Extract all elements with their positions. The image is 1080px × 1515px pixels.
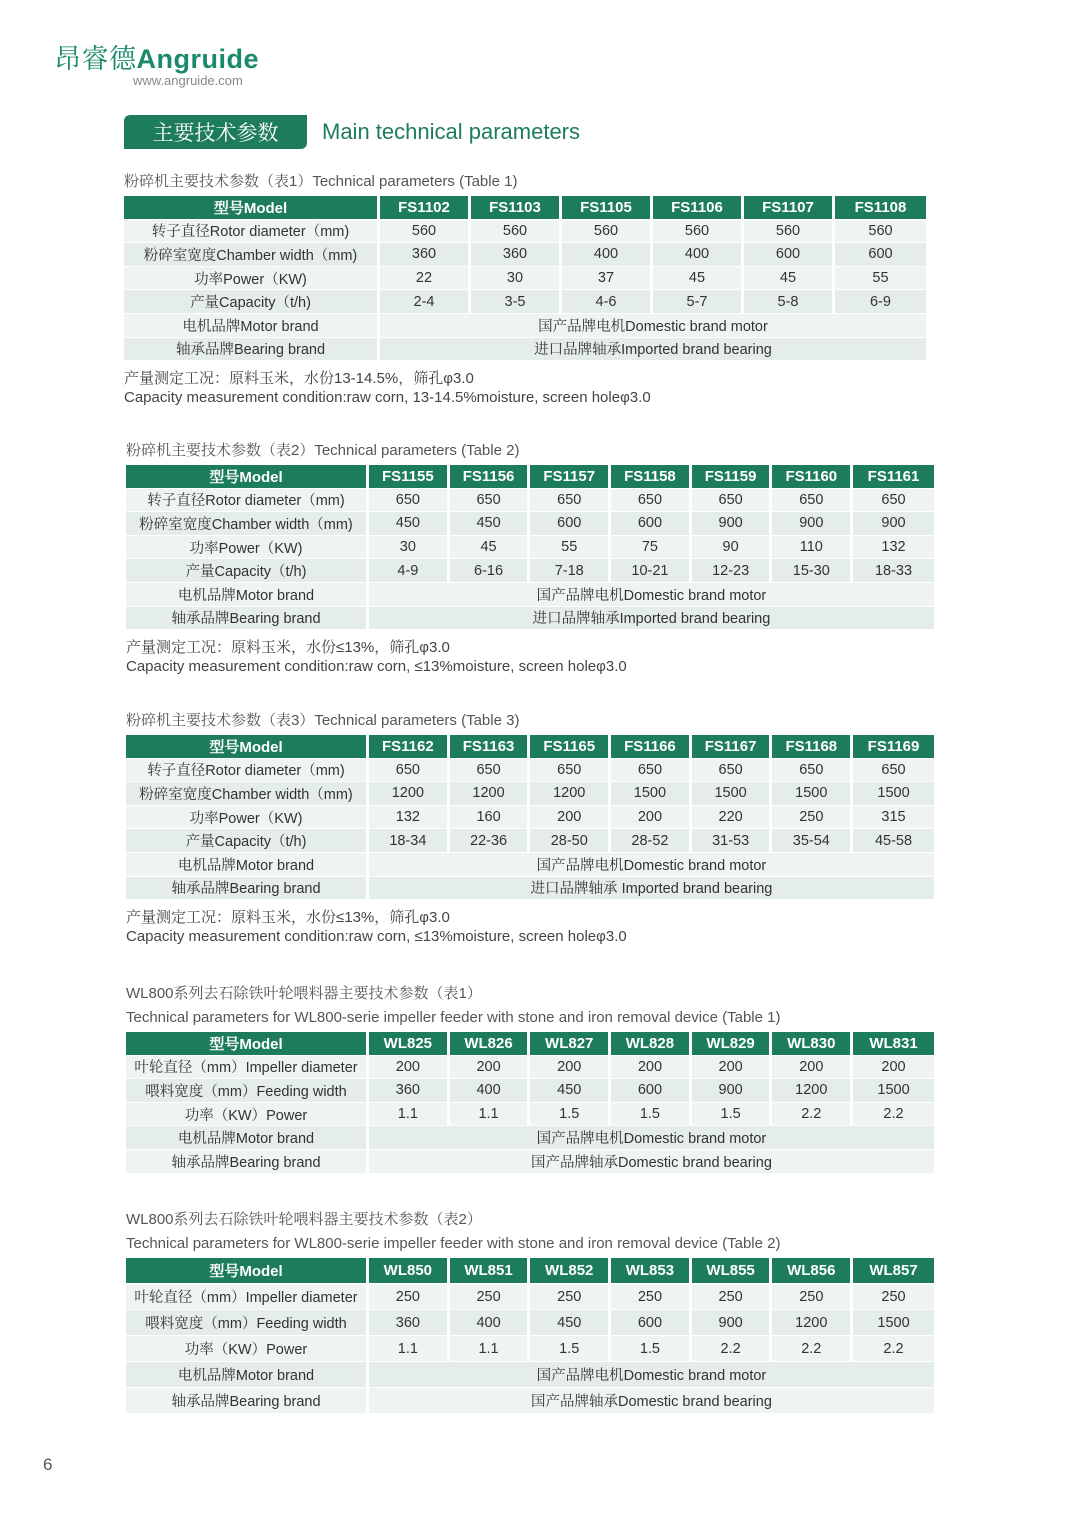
header-cell-model-code: FS1105: [562, 196, 653, 220]
row-label-cell: 粉碎室宽度Chamber width（mm): [126, 512, 369, 536]
value-cell: 10-21: [611, 559, 692, 583]
value-cell: 1200: [450, 782, 531, 806]
table-caption: 粉碎机主要技术参数（表1）Technical parameters (Table 1): [124, 173, 518, 190]
header-cell-model-code: FS1158: [611, 465, 692, 489]
header-cell-model-code: FS1157: [530, 465, 611, 489]
header-cell-model-code: FS1166: [611, 735, 692, 759]
table-row: [124, 243, 926, 267]
header-cell-model-code: FS1169: [853, 735, 934, 759]
header-cell-model-code: FS1103: [471, 196, 562, 220]
value-cell: 5-7: [653, 290, 744, 314]
value-cell: 250: [853, 1284, 934, 1310]
value-cell: 12-23: [692, 559, 773, 583]
header-cell-model-code: WL850: [369, 1258, 450, 1284]
value-cell: 3-5: [471, 290, 562, 314]
row-label-cell: 转子直径Rotor diameter（mm): [126, 759, 369, 783]
row-label-cell: 喂料宽度（mm）Feeding width: [126, 1079, 369, 1103]
value-cell: 200: [530, 806, 611, 830]
table-row-spanned: [126, 1126, 934, 1150]
section-title-en: Main technical parameters: [322, 119, 581, 144]
spec-table-block: [126, 1210, 934, 1414]
header-cell-model: 型号Model: [126, 735, 369, 759]
spec-table: [124, 196, 926, 361]
value-cell: 560: [835, 220, 926, 244]
table-row-spanned: [126, 1388, 934, 1414]
header-cell-model-code: WL829: [692, 1032, 773, 1056]
table-row: [126, 1310, 934, 1336]
table-caption: 粉碎机主要技术参数（表2）Technical parameters (Table 2): [126, 442, 520, 459]
value-cell: 55: [835, 267, 926, 291]
header-cell-model-code: WL856: [772, 1258, 853, 1284]
value-cell: 1.1: [369, 1103, 450, 1127]
header-cell-model: 型号Model: [126, 1258, 369, 1284]
value-cell: 1500: [692, 782, 773, 806]
table-row: [126, 1103, 934, 1127]
header-cell-model-code: FS1107: [744, 196, 835, 220]
row-label-cell: 产量Capacity（t/h): [126, 829, 369, 853]
logo-url: www.angruide.com: [133, 73, 243, 88]
header-cell-model-code: FS1168: [772, 735, 853, 759]
value-cell: 600: [611, 1079, 692, 1103]
value-cell: 400: [562, 243, 653, 267]
table-row-spanned: [126, 877, 934, 901]
value-cell: 4-9: [369, 559, 450, 583]
table-row-spanned: [126, 853, 934, 877]
value-cell: 45: [450, 536, 531, 560]
table-row: [126, 829, 934, 853]
value-cell: 2-4: [380, 290, 471, 314]
spanned-value-cell: 国产品牌电机Domestic brand motor: [369, 1362, 934, 1388]
header-cell-model-code: FS1163: [450, 735, 531, 759]
row-label-cell: 粉碎室宽度Chamber width（mm): [126, 782, 369, 806]
value-cell: 35-54: [772, 829, 853, 853]
header-cell-model-code: FS1167: [692, 735, 773, 759]
value-cell: 200: [611, 1056, 692, 1080]
value-cell: 6-16: [450, 559, 531, 583]
value-cell: 2.2: [772, 1103, 853, 1127]
value-cell: 7-18: [530, 559, 611, 583]
table-caption: Technical parameters for WL800-serie impeller feeder with stone and iron removal device (Table 1): [126, 1009, 781, 1026]
spanned-value-cell: 国产品牌轴承Domestic brand bearing: [369, 1388, 934, 1414]
table-row: [126, 782, 934, 806]
value-cell: 1200: [530, 782, 611, 806]
value-cell: 30: [471, 267, 562, 291]
table-row: [124, 267, 926, 291]
header-cell-model: 型号Model: [124, 196, 380, 220]
value-cell: 1500: [611, 782, 692, 806]
value-cell: 1200: [772, 1310, 853, 1336]
value-cell: 200: [450, 1056, 531, 1080]
value-cell: 132: [853, 536, 934, 560]
value-cell: 650: [611, 489, 692, 513]
value-cell: 900: [772, 512, 853, 536]
header-cell-model-code: WL827: [530, 1032, 611, 1056]
value-cell: 1200: [772, 1079, 853, 1103]
value-cell: 1.1: [450, 1103, 531, 1127]
table-header-row: [126, 465, 934, 489]
spanned-value-cell: 国产品牌电机Domestic brand motor: [369, 583, 934, 607]
row-label-cell: 电机品牌Motor brand: [126, 1126, 369, 1150]
row-label-cell: 叶轮直径（mm）Impeller diameter: [126, 1056, 369, 1080]
row-label-cell: 转子直径Rotor diameter（mm): [124, 220, 380, 244]
table-row-spanned: [124, 314, 926, 338]
value-cell: 45: [653, 267, 744, 291]
row-label-cell: 电机品牌Motor brand: [126, 583, 369, 607]
row-label-cell: 轴承品牌Bearing brand: [126, 1388, 369, 1414]
spanned-value-cell: 进口品牌轴承Imported brand bearing: [369, 607, 934, 631]
value-cell: 650: [369, 489, 450, 513]
header-cell-model-code: WL826: [450, 1032, 531, 1056]
logo-cn: 昂睿德: [54, 44, 137, 74]
value-cell: 560: [471, 220, 562, 244]
value-cell: 28-50: [530, 829, 611, 853]
table-row: [124, 220, 926, 244]
value-cell: 400: [653, 243, 744, 267]
spanned-value-cell: 国产品牌电机Domestic brand motor: [369, 1126, 934, 1150]
header-cell-model-code: WL830: [772, 1032, 853, 1056]
header-cell-model-code: WL853: [611, 1258, 692, 1284]
row-label-cell: 转子直径Rotor diameter（mm): [126, 489, 369, 513]
value-cell: 560: [562, 220, 653, 244]
value-cell: 650: [530, 489, 611, 513]
header-cell-model-code: FS1165: [530, 735, 611, 759]
value-cell: 650: [772, 489, 853, 513]
table-row: [126, 536, 934, 560]
row-label-cell: 轴承品牌Bearing brand: [126, 877, 369, 901]
row-label-cell: 叶轮直径（mm）Impeller diameter: [126, 1284, 369, 1310]
header-cell-model-code: FS1108: [835, 196, 926, 220]
page-number: 6: [43, 1455, 53, 1474]
value-cell: 450: [530, 1079, 611, 1103]
header-cell-model-code: FS1159: [692, 465, 773, 489]
value-cell: 1.5: [530, 1103, 611, 1127]
value-cell: 360: [380, 243, 471, 267]
value-cell: 30: [369, 536, 450, 560]
value-cell: 360: [471, 243, 562, 267]
value-cell: 90: [692, 536, 773, 560]
table-row: [126, 1336, 934, 1362]
value-cell: 900: [692, 1079, 773, 1103]
value-cell: 650: [853, 759, 934, 783]
value-cell: 250: [772, 806, 853, 830]
table-header-row: [126, 1258, 934, 1284]
value-cell: 900: [853, 512, 934, 536]
row-label-cell: 产量Capacity（t/h): [126, 559, 369, 583]
value-cell: 600: [744, 243, 835, 267]
value-cell: 400: [450, 1310, 531, 1336]
value-cell: 160: [450, 806, 531, 830]
value-cell: 315: [853, 806, 934, 830]
value-cell: 220: [692, 806, 773, 830]
spec-table-block: [126, 441, 934, 676]
value-cell: 450: [369, 512, 450, 536]
value-cell: 22-36: [450, 829, 531, 853]
value-cell: 600: [611, 1310, 692, 1336]
value-cell: 250: [772, 1284, 853, 1310]
header-cell-model-code: FS1155: [369, 465, 450, 489]
value-cell: 1.5: [692, 1103, 773, 1127]
header-cell-model-code: FS1156: [450, 465, 531, 489]
value-cell: 55: [530, 536, 611, 560]
table-row: [126, 759, 934, 783]
value-cell: 650: [692, 759, 773, 783]
value-cell: 4-6: [562, 290, 653, 314]
table-note-line: 产量测定工况：原料玉米，水份≤13%，筛孔φ3.0: [126, 639, 450, 657]
header-cell-model-code: FS1162: [369, 735, 450, 759]
value-cell: 18-34: [369, 829, 450, 853]
spec-table: [126, 1258, 934, 1414]
table-row-spanned: [126, 583, 934, 607]
header-cell-model-code: FS1161: [853, 465, 934, 489]
header-cell-model-code: WL831: [853, 1032, 934, 1056]
header-cell-model: 型号Model: [126, 1032, 369, 1056]
table-note-line: Capacity measurement condition:raw corn, 13-14.5%moisture, screen holeφ3.0: [124, 389, 651, 407]
row-label-cell: 轴承品牌Bearing brand: [124, 338, 380, 362]
value-cell: 600: [530, 512, 611, 536]
spanned-value-cell: 国产品牌轴承Domestic brand bearing: [369, 1150, 934, 1174]
value-cell: 560: [380, 220, 471, 244]
row-label-cell: 产量Capacity（t/h): [124, 290, 380, 314]
row-label-cell: 电机品牌Motor brand: [126, 853, 369, 877]
value-cell: 650: [611, 759, 692, 783]
table-note: [126, 638, 934, 676]
value-cell: 1500: [853, 782, 934, 806]
value-cell: 110: [772, 536, 853, 560]
header-cell-model-code: FS1106: [653, 196, 744, 220]
table-header-row: [126, 735, 934, 759]
table-note-line: 产量测定工况：原料玉米，水份13-14.5%，筛孔φ3.0: [124, 370, 474, 388]
row-label-cell: 轴承品牌Bearing brand: [126, 607, 369, 631]
value-cell: 200: [530, 1056, 611, 1080]
table-row-spanned: [126, 607, 934, 631]
value-cell: 900: [692, 1310, 773, 1336]
spec-table-block: [126, 984, 934, 1174]
value-cell: 650: [853, 489, 934, 513]
value-cell: 250: [450, 1284, 531, 1310]
value-cell: 560: [744, 220, 835, 244]
section-header: [124, 115, 580, 149]
value-cell: 1.1: [450, 1336, 531, 1362]
value-cell: 1.5: [530, 1336, 611, 1362]
header-cell-model-code: WL825: [369, 1032, 450, 1056]
value-cell: 250: [611, 1284, 692, 1310]
value-cell: 28-52: [611, 829, 692, 853]
value-cell: 250: [369, 1284, 450, 1310]
table-row: [126, 512, 934, 536]
row-label-cell: 功率（KW）Power: [126, 1103, 369, 1127]
value-cell: 6-9: [835, 290, 926, 314]
table-caption: 粉碎机主要技术参数（表3）Technical parameters (Table 3): [126, 712, 520, 729]
value-cell: 200: [369, 1056, 450, 1080]
header-cell-model-code: WL828: [611, 1032, 692, 1056]
value-cell: 2.2: [692, 1336, 773, 1362]
spanned-value-cell: 国产品牌电机Domestic brand motor: [369, 853, 934, 877]
table-row-spanned: [126, 1362, 934, 1388]
value-cell: 900: [692, 512, 773, 536]
row-label-cell: 电机品牌Motor brand: [126, 1362, 369, 1388]
table-caption: WL800系列去石除铁叶轮喂料器主要技术参数（表2）: [126, 1211, 482, 1228]
value-cell: 650: [450, 489, 531, 513]
spec-table: [126, 465, 934, 630]
value-cell: 400: [450, 1079, 531, 1103]
value-cell: 650: [369, 759, 450, 783]
table-note-line: Capacity measurement condition:raw corn, ≤13%moisture, screen holeφ3.0: [126, 658, 627, 676]
value-cell: 600: [611, 512, 692, 536]
value-cell: 15-30: [772, 559, 853, 583]
header-cell-model: 型号Model: [126, 465, 369, 489]
spec-table-block: [126, 711, 934, 946]
value-cell: 560: [653, 220, 744, 244]
table-note-line: 产量测定工况：原料玉米，水份≤13%，筛孔φ3.0: [126, 909, 450, 927]
row-label-cell: 电机品牌Motor brand: [124, 314, 380, 338]
table-header-row: [124, 196, 926, 220]
table-row: [126, 559, 934, 583]
value-cell: 75: [611, 536, 692, 560]
row-label-cell: 功率Power（KW): [126, 536, 369, 560]
table-row: [124, 290, 926, 314]
table-note: [124, 369, 926, 407]
table-caption: WL800系列去石除铁叶轮喂料器主要技术参数（表1）: [126, 985, 482, 1002]
spec-table-block: [124, 172, 926, 407]
value-cell: 45-58: [853, 829, 934, 853]
logo: [54, 44, 259, 88]
table-row-spanned: [126, 1150, 934, 1174]
value-cell: 132: [369, 806, 450, 830]
value-cell: 650: [530, 759, 611, 783]
header-cell-model-code: FS1102: [380, 196, 471, 220]
value-cell: 2.2: [853, 1336, 934, 1362]
value-cell: 450: [530, 1310, 611, 1336]
header-cell-model-code: WL851: [450, 1258, 531, 1284]
value-cell: 360: [369, 1310, 450, 1336]
value-cell: 22: [380, 267, 471, 291]
value-cell: 1500: [853, 1310, 934, 1336]
row-label-cell: 功率（KW）Power: [126, 1336, 369, 1362]
value-cell: 1200: [369, 782, 450, 806]
value-cell: 2.2: [772, 1336, 853, 1362]
table-note: [126, 908, 934, 946]
table-row: [126, 1284, 934, 1310]
value-cell: 450: [450, 512, 531, 536]
spanned-value-cell: 国产品牌电机Domestic brand motor: [380, 314, 926, 338]
value-cell: 18-33: [853, 559, 934, 583]
spanned-value-cell: 进口品牌轴承 Imported brand bearing: [369, 877, 934, 901]
value-cell: 45: [744, 267, 835, 291]
table-row: [126, 489, 934, 513]
value-cell: 1500: [772, 782, 853, 806]
header-cell-model-code: WL855: [692, 1258, 773, 1284]
header-cell-model-code: FS1160: [772, 465, 853, 489]
row-label-cell: 功率Power（KW): [126, 806, 369, 830]
value-cell: 600: [835, 243, 926, 267]
row-label-cell: 喂料宽度（mm）Feeding width: [126, 1310, 369, 1336]
table-row: [126, 806, 934, 830]
spanned-value-cell: 进口品牌轴承Imported brand bearing: [380, 338, 926, 362]
value-cell: 200: [611, 806, 692, 830]
value-cell: 1.5: [611, 1336, 692, 1362]
table-row: [126, 1079, 934, 1103]
row-label-cell: 功率Power（KW): [124, 267, 380, 291]
value-cell: 200: [772, 1056, 853, 1080]
section-title-cn: 主要技术参数: [124, 115, 307, 149]
value-cell: 360: [369, 1079, 450, 1103]
spec-table: [126, 735, 934, 900]
table-row-spanned: [124, 338, 926, 362]
header-cell-model-code: WL852: [530, 1258, 611, 1284]
table-caption: Technical parameters for WL800-serie impeller feeder with stone and iron removal device (Table 2): [126, 1235, 781, 1252]
table-header-row: [126, 1032, 934, 1056]
logo-en: Angruide: [136, 44, 259, 74]
value-cell: 250: [530, 1284, 611, 1310]
value-cell: 1.5: [611, 1103, 692, 1127]
value-cell: 250: [692, 1284, 773, 1310]
value-cell: 650: [692, 489, 773, 513]
value-cell: 37: [562, 267, 653, 291]
value-cell: 1.1: [369, 1336, 450, 1362]
table-note-line: Capacity measurement condition:raw corn, ≤13%moisture, screen holeφ3.0: [126, 928, 627, 946]
value-cell: 2.2: [853, 1103, 934, 1127]
value-cell: 200: [692, 1056, 773, 1080]
row-label-cell: 粉碎室宽度Chamber width（mm): [124, 243, 380, 267]
row-label-cell: 轴承品牌Bearing brand: [126, 1150, 369, 1174]
value-cell: 200: [853, 1056, 934, 1080]
table-row: [126, 1056, 934, 1080]
logo-brand: [54, 44, 259, 74]
value-cell: 1500: [853, 1079, 934, 1103]
value-cell: 650: [772, 759, 853, 783]
value-cell: 5-8: [744, 290, 835, 314]
value-cell: 31-53: [692, 829, 773, 853]
spec-table: [126, 1032, 934, 1174]
value-cell: 650: [450, 759, 531, 783]
header-cell-model-code: WL857: [853, 1258, 934, 1284]
